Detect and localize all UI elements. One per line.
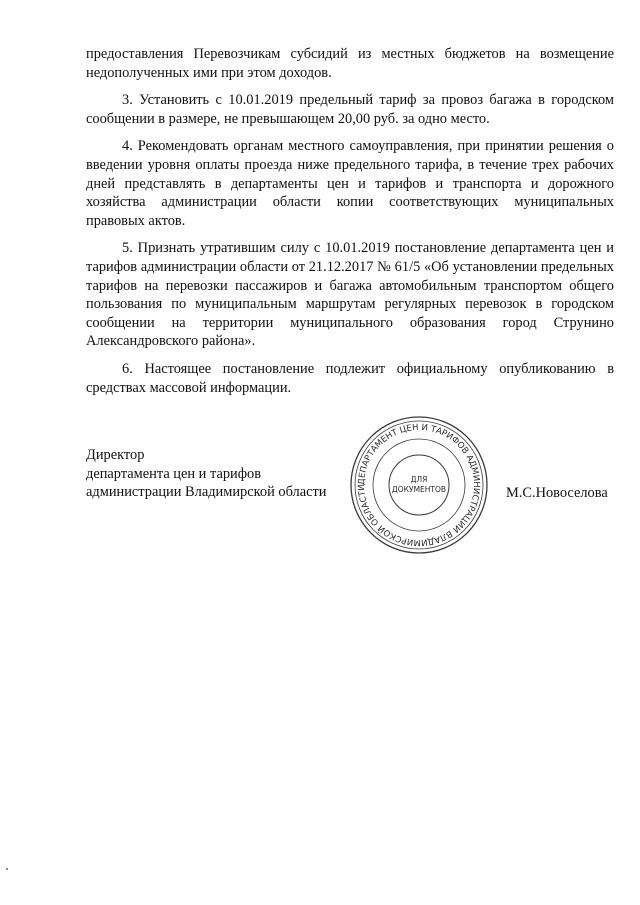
signer-title-line-3: администрации Владимирской области [86,484,327,501]
document-body [86,45,614,406]
seal-center-line-1: ДЛЯ [410,475,428,484]
signer-name: М.С.Новоселова [506,485,608,501]
seal-center-line-2: ДОКУМЕНТОВ [391,485,447,494]
seal-ring-text: ДЕПАРТАМЕНТ ЦЕН И ТАРИФОВ АДМИНИСТРАЦИИ ВЛАДИМИРСКОЙ ОБЛАСТИ [356,422,482,548]
seal-graphic [344,410,494,560]
paragraph-4: 4. Рекомендовать органам местного самоуправления, при принятии решения о введении уровня оплаты проезда ниже предельного тарифа, в течение трех рабочих дней представлять в департаменты цен и тарифов и транспорта и дорожного хозяйства администрации области копии соответствующих муниципальных правовых актов. [86,138,614,229]
scan-mark [6,868,8,870]
paragraph-5: 5. Признать утратившим силу с 10.01.2019 постановление департамента цен и тарифов администрации области от 21.12.2017 № 61/5 «Об установлении предельных тарифов на перевозки пассажиров и багажа автомобильным транспортом общего пользования по муниципальным маршрутам регулярных перевозок в городском сообщении на территории муниципального образования город Струнино Александровского района». [86,240,614,350]
signer-title-line-2: департамента цен и тарифов [86,465,262,482]
paragraph-continuation: предоставления Перевозчикам субсидий из местных бюджетов на возмещение недополученных ими при этом доходов. [86,46,614,81]
paragraph-3: 3. Установить с 10.01.2019 предельный тариф за провоз багажа в городском сообщении в размере, не превышающем 20,00 руб. за одно место. [86,92,614,127]
official-seal [344,410,494,560]
paragraph-6: 6. Настоящее постановление подлежит официальному опубликованию в средствах массовой информации. [86,360,614,396]
signer-title [86,446,366,502]
signer-title-line-1: Директор [86,447,145,463]
